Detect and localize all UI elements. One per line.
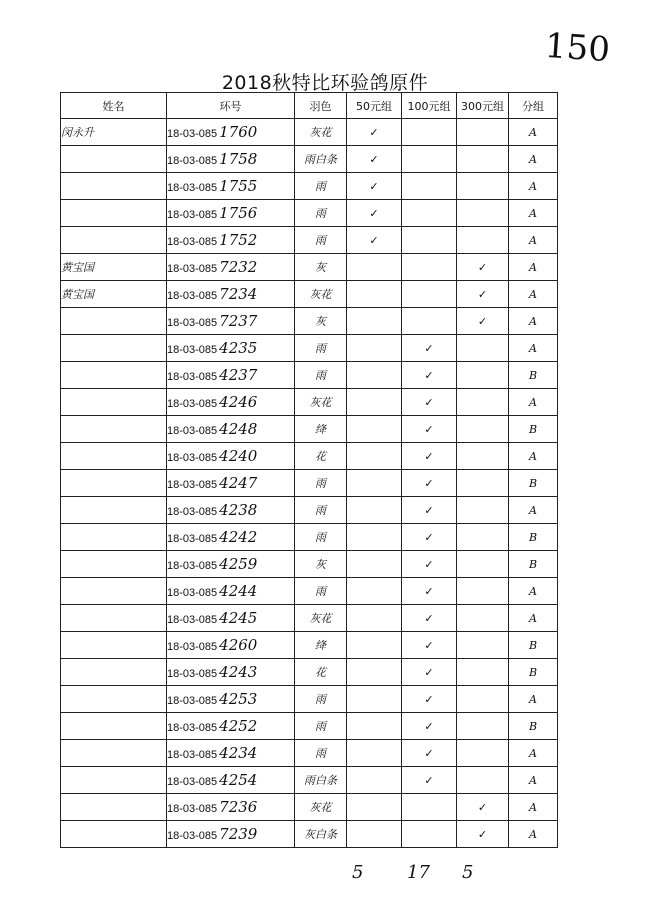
owner-name-cell — [61, 794, 167, 821]
ring-number-cell — [167, 767, 295, 794]
group-100-check: ✓ — [402, 659, 457, 686]
table-row — [61, 740, 558, 767]
group-100-check: ✓ — [402, 389, 457, 416]
ring-number-cell — [167, 173, 295, 200]
group-100-check — [402, 308, 457, 335]
owner-name-cell — [61, 740, 167, 767]
group-50-check — [347, 416, 402, 443]
owner-name-cell — [61, 146, 167, 173]
feather-color-cell: 灰 — [295, 254, 347, 281]
page-number: 150 — [543, 25, 612, 71]
ring-suffix: 4234 — [219, 744, 258, 762]
group-50-check: ✓ — [347, 119, 402, 146]
group-50-check — [347, 740, 402, 767]
group-100-check: ✓ — [402, 713, 457, 740]
ring-number-cell — [167, 713, 295, 740]
group-50-check — [347, 308, 402, 335]
footer-count-50: 5 — [352, 862, 364, 883]
ring-suffix: 4237 — [219, 366, 258, 384]
group-300-check — [457, 173, 509, 200]
group-letter-cell: A — [509, 443, 558, 470]
group-100-check: ✓ — [402, 416, 457, 443]
ring-suffix: 4259 — [219, 555, 258, 573]
feather-color-cell: 雨 — [295, 470, 347, 497]
group-300-check — [457, 578, 509, 605]
group-50-check — [347, 767, 402, 794]
feather-color-cell: 灰花 — [295, 605, 347, 632]
ring-number-cell — [167, 524, 295, 551]
owner-name-cell — [61, 632, 167, 659]
ring-number-cell — [167, 146, 295, 173]
table-row — [61, 119, 558, 146]
group-300-check — [457, 632, 509, 659]
group-300-check — [457, 551, 509, 578]
ring-number-cell — [167, 497, 295, 524]
ring-prefix: 18-03-085 — [167, 425, 218, 437]
table-row — [61, 443, 558, 470]
ring-prefix: 18-03-085 — [167, 587, 218, 599]
group-letter-cell: A — [509, 497, 558, 524]
group-50-check — [347, 632, 402, 659]
table-row — [61, 146, 558, 173]
group-letter-cell: A — [509, 119, 558, 146]
feather-color-cell: 灰花 — [295, 281, 347, 308]
header-100-group: 100元组 — [402, 93, 457, 119]
owner-name-cell — [61, 173, 167, 200]
group-100-check — [402, 119, 457, 146]
owner-name-cell — [61, 605, 167, 632]
ring-prefix: 18-03-085 — [167, 506, 218, 518]
table-row — [61, 200, 558, 227]
ring-number-cell — [167, 443, 295, 470]
ring-number-cell — [167, 794, 295, 821]
ring-number-cell — [167, 254, 295, 281]
table-row — [61, 281, 558, 308]
group-letter-cell: B — [509, 551, 558, 578]
feather-color-cell: 雨 — [295, 362, 347, 389]
group-100-check — [402, 227, 457, 254]
group-100-check — [402, 254, 457, 281]
table-row — [61, 497, 558, 524]
group-50-check — [347, 254, 402, 281]
group-50-check — [347, 470, 402, 497]
header-50-group: 50元组 — [347, 93, 402, 119]
ring-number-cell — [167, 119, 295, 146]
owner-name-cell — [61, 308, 167, 335]
ring-suffix: 4235 — [219, 339, 258, 357]
table-row — [61, 821, 558, 848]
group-300-check: ✓ — [457, 254, 509, 281]
table-row — [61, 389, 558, 416]
group-300-check — [457, 497, 509, 524]
ring-prefix: 18-03-085 — [167, 317, 218, 329]
table-row — [61, 335, 558, 362]
ring-suffix: 4238 — [219, 501, 258, 519]
ring-prefix: 18-03-085 — [167, 776, 218, 788]
group-letter-cell: A — [509, 821, 558, 848]
group-100-check — [402, 146, 457, 173]
group-300-check — [457, 686, 509, 713]
group-50-check: ✓ — [347, 200, 402, 227]
group-100-check: ✓ — [402, 767, 457, 794]
group-letter-cell: A — [509, 227, 558, 254]
ring-prefix: 18-03-085 — [167, 533, 218, 545]
group-300-check: ✓ — [457, 308, 509, 335]
ring-prefix: 18-03-085 — [167, 641, 218, 653]
feather-color-cell: 雨 — [295, 200, 347, 227]
group-300-check — [457, 146, 509, 173]
feather-color-cell: 灰 — [295, 551, 347, 578]
owner-name-cell — [61, 389, 167, 416]
group-letter-cell: B — [509, 659, 558, 686]
table-row — [61, 416, 558, 443]
table-row — [61, 551, 558, 578]
group-50-check — [347, 524, 402, 551]
group-50-check — [347, 713, 402, 740]
feather-color-cell: 灰花 — [295, 794, 347, 821]
ring-suffix: 7236 — [219, 798, 258, 816]
ring-suffix: 1760 — [219, 123, 258, 141]
group-300-check — [457, 605, 509, 632]
owner-name-cell — [61, 335, 167, 362]
table-row — [61, 362, 558, 389]
group-300-check — [457, 362, 509, 389]
owner-name-cell — [61, 659, 167, 686]
table-row — [61, 173, 558, 200]
group-50-check — [347, 551, 402, 578]
group-100-check: ✓ — [402, 470, 457, 497]
header-group: 分组 — [509, 93, 558, 119]
ring-suffix: 4240 — [219, 447, 258, 465]
feather-color-cell: 灰花 — [295, 389, 347, 416]
ring-prefix: 18-03-085 — [167, 695, 218, 707]
feather-color-cell: 雨 — [295, 227, 347, 254]
ring-suffix: 1756 — [219, 204, 258, 222]
ring-number-cell — [167, 686, 295, 713]
group-100-check: ✓ — [402, 524, 457, 551]
feather-color-cell: 绛 — [295, 632, 347, 659]
group-300-check — [457, 470, 509, 497]
ring-prefix: 18-03-085 — [167, 722, 218, 734]
group-100-check: ✓ — [402, 686, 457, 713]
group-300-check — [457, 335, 509, 362]
table-row — [61, 470, 558, 497]
owner-name-cell — [61, 686, 167, 713]
ring-suffix: 4260 — [219, 636, 258, 654]
ring-suffix: 7239 — [219, 825, 258, 843]
ring-prefix: 18-03-085 — [167, 371, 218, 383]
owner-name-cell — [61, 227, 167, 254]
ring-prefix: 18-03-085 — [167, 155, 218, 167]
group-letter-cell: A — [509, 740, 558, 767]
ring-prefix: 18-03-085 — [167, 290, 218, 302]
ring-suffix: 4247 — [219, 474, 258, 492]
document-title: 2018秋特比环验鸽原件 — [221, 72, 429, 94]
group-50-check — [347, 281, 402, 308]
group-300-check — [457, 416, 509, 443]
ring-prefix: 18-03-085 — [167, 209, 218, 221]
ring-number-cell — [167, 335, 295, 362]
group-300-check: ✓ — [457, 794, 509, 821]
pigeon-registration-table — [60, 92, 558, 848]
group-100-check: ✓ — [402, 443, 457, 470]
table-row — [61, 632, 558, 659]
group-50-check — [347, 389, 402, 416]
group-100-check: ✓ — [402, 551, 457, 578]
group-letter-cell: A — [509, 794, 558, 821]
group-50-check — [347, 362, 402, 389]
table-row — [61, 524, 558, 551]
feather-color-cell: 灰白条 — [295, 821, 347, 848]
owner-name-cell — [61, 767, 167, 794]
group-100-check: ✓ — [402, 632, 457, 659]
ring-suffix: 1758 — [219, 150, 258, 168]
ring-number-cell — [167, 362, 295, 389]
feather-color-cell: 灰 — [295, 308, 347, 335]
feather-color-cell: 雨 — [295, 713, 347, 740]
table-body — [61, 119, 558, 848]
ring-number-cell — [167, 605, 295, 632]
table-row — [61, 659, 558, 686]
group-letter-cell: B — [509, 470, 558, 497]
ring-prefix: 18-03-085 — [167, 263, 218, 275]
table-header-row — [61, 93, 558, 119]
owner-name-cell: 闵永升 — [61, 119, 167, 146]
ring-number-cell — [167, 281, 295, 308]
owner-name-cell — [61, 443, 167, 470]
ring-suffix: 1752 — [219, 231, 258, 249]
ring-number-cell — [167, 200, 295, 227]
group-50-check: ✓ — [347, 146, 402, 173]
group-300-check — [457, 713, 509, 740]
footer-count-100: 17 — [407, 862, 430, 883]
ring-prefix: 18-03-085 — [167, 398, 218, 410]
feather-color-cell: 雨 — [295, 686, 347, 713]
group-50-check — [347, 605, 402, 632]
group-50-check — [347, 497, 402, 524]
owner-name-cell — [61, 497, 167, 524]
table-row — [61, 227, 558, 254]
ring-prefix: 18-03-085 — [167, 182, 218, 194]
ring-suffix: 4248 — [219, 420, 258, 438]
group-50-check — [347, 686, 402, 713]
ring-number-cell — [167, 416, 295, 443]
group-300-check: ✓ — [457, 281, 509, 308]
owner-name-cell — [61, 416, 167, 443]
ring-prefix: 18-03-085 — [167, 830, 218, 842]
group-100-check: ✓ — [402, 578, 457, 605]
ring-number-cell — [167, 227, 295, 254]
ring-number-cell — [167, 632, 295, 659]
group-300-check — [457, 119, 509, 146]
table-row — [61, 794, 558, 821]
feather-color-cell: 雨 — [295, 173, 347, 200]
group-50-check — [347, 578, 402, 605]
ring-prefix: 18-03-085 — [167, 668, 218, 680]
group-50-check — [347, 443, 402, 470]
owner-name-cell — [61, 362, 167, 389]
group-letter-cell: A — [509, 308, 558, 335]
group-50-check — [347, 794, 402, 821]
ring-suffix: 4252 — [219, 717, 258, 735]
group-50-check: ✓ — [347, 227, 402, 254]
table-row — [61, 308, 558, 335]
feather-color-cell: 花 — [295, 659, 347, 686]
group-300-check — [457, 227, 509, 254]
group-letter-cell: A — [509, 173, 558, 200]
feather-color-cell: 花 — [295, 443, 347, 470]
ring-prefix: 18-03-085 — [167, 614, 218, 626]
group-letter-cell: B — [509, 416, 558, 443]
feather-color-cell: 雨 — [295, 497, 347, 524]
ring-prefix: 18-03-085 — [167, 803, 218, 815]
feather-color-cell: 雨 — [295, 740, 347, 767]
ring-suffix: 4245 — [219, 609, 258, 627]
ring-number-cell — [167, 821, 295, 848]
group-100-check: ✓ — [402, 605, 457, 632]
group-letter-cell: A — [509, 281, 558, 308]
group-300-check — [457, 524, 509, 551]
ring-suffix: 4242 — [219, 528, 258, 546]
group-300-check — [457, 740, 509, 767]
ring-prefix: 18-03-085 — [167, 560, 218, 572]
table-row — [61, 686, 558, 713]
group-100-check: ✓ — [402, 740, 457, 767]
ring-suffix: 7237 — [219, 312, 258, 330]
owner-name-cell — [61, 821, 167, 848]
group-50-check: ✓ — [347, 173, 402, 200]
footer-count-300: 5 — [462, 862, 474, 883]
group-letter-cell: A — [509, 389, 558, 416]
table-row — [61, 605, 558, 632]
group-letter-cell: B — [509, 362, 558, 389]
table-row — [61, 767, 558, 794]
group-100-check — [402, 173, 457, 200]
group-letter-cell: A — [509, 335, 558, 362]
feather-color-cell: 雨白条 — [295, 146, 347, 173]
group-letter-cell: B — [509, 632, 558, 659]
ring-suffix: 4246 — [219, 393, 258, 411]
group-letter-cell: A — [509, 605, 558, 632]
ring-suffix: 4254 — [219, 771, 258, 789]
group-letter-cell: A — [509, 254, 558, 281]
group-300-check — [457, 389, 509, 416]
owner-name-cell: 黄宝国 — [61, 281, 167, 308]
group-100-check: ✓ — [402, 497, 457, 524]
group-300-check — [457, 767, 509, 794]
table-row — [61, 254, 558, 281]
ring-number-cell — [167, 740, 295, 767]
feather-color-cell: 绛 — [295, 416, 347, 443]
ring-suffix: 4253 — [219, 690, 258, 708]
table-row — [61, 578, 558, 605]
feather-color-cell: 雨白条 — [295, 767, 347, 794]
ring-number-cell — [167, 659, 295, 686]
group-letter-cell: A — [509, 200, 558, 227]
feather-color-cell: 雨 — [295, 335, 347, 362]
ring-suffix: 7232 — [219, 258, 258, 276]
ring-prefix: 18-03-085 — [167, 749, 218, 761]
header-color: 羽色 — [295, 93, 347, 119]
ring-prefix: 18-03-085 — [167, 128, 218, 140]
ring-prefix: 18-03-085 — [167, 344, 218, 356]
group-letter-cell: B — [509, 524, 558, 551]
group-letter-cell: A — [509, 146, 558, 173]
group-100-check: ✓ — [402, 362, 457, 389]
group-100-check: ✓ — [402, 335, 457, 362]
feather-color-cell: 灰花 — [295, 119, 347, 146]
ring-suffix: 4243 — [219, 663, 258, 681]
group-50-check — [347, 335, 402, 362]
ring-suffix: 7234 — [219, 285, 258, 303]
group-300-check — [457, 200, 509, 227]
group-50-check — [347, 821, 402, 848]
owner-name-cell: 黄宝国 — [61, 254, 167, 281]
ring-prefix: 18-03-085 — [167, 236, 218, 248]
group-letter-cell: A — [509, 578, 558, 605]
group-100-check — [402, 821, 457, 848]
ring-prefix: 18-03-085 — [167, 479, 218, 491]
group-100-check — [402, 200, 457, 227]
group-300-check — [457, 443, 509, 470]
owner-name-cell — [61, 470, 167, 497]
owner-name-cell — [61, 200, 167, 227]
ring-number-cell — [167, 551, 295, 578]
ring-number-cell — [167, 578, 295, 605]
owner-name-cell — [61, 713, 167, 740]
group-letter-cell: B — [509, 713, 558, 740]
group-letter-cell: A — [509, 686, 558, 713]
group-300-check: ✓ — [457, 821, 509, 848]
group-50-check — [347, 659, 402, 686]
header-ring: 环号 — [167, 93, 295, 119]
ring-suffix: 1755 — [219, 177, 258, 195]
group-100-check — [402, 281, 457, 308]
group-letter-cell: A — [509, 767, 558, 794]
table-row — [61, 713, 558, 740]
owner-name-cell — [61, 578, 167, 605]
feather-color-cell: 雨 — [295, 524, 347, 551]
header-name: 姓名 — [61, 93, 167, 119]
ring-number-cell — [167, 389, 295, 416]
ring-prefix: 18-03-085 — [167, 452, 218, 464]
group-300-check — [457, 659, 509, 686]
ring-number-cell — [167, 308, 295, 335]
ring-number-cell — [167, 470, 295, 497]
owner-name-cell — [61, 524, 167, 551]
header-300-group: 300元组 — [457, 93, 509, 119]
ring-suffix: 4244 — [219, 582, 258, 600]
group-100-check — [402, 794, 457, 821]
feather-color-cell: 雨 — [295, 578, 347, 605]
owner-name-cell — [61, 551, 167, 578]
